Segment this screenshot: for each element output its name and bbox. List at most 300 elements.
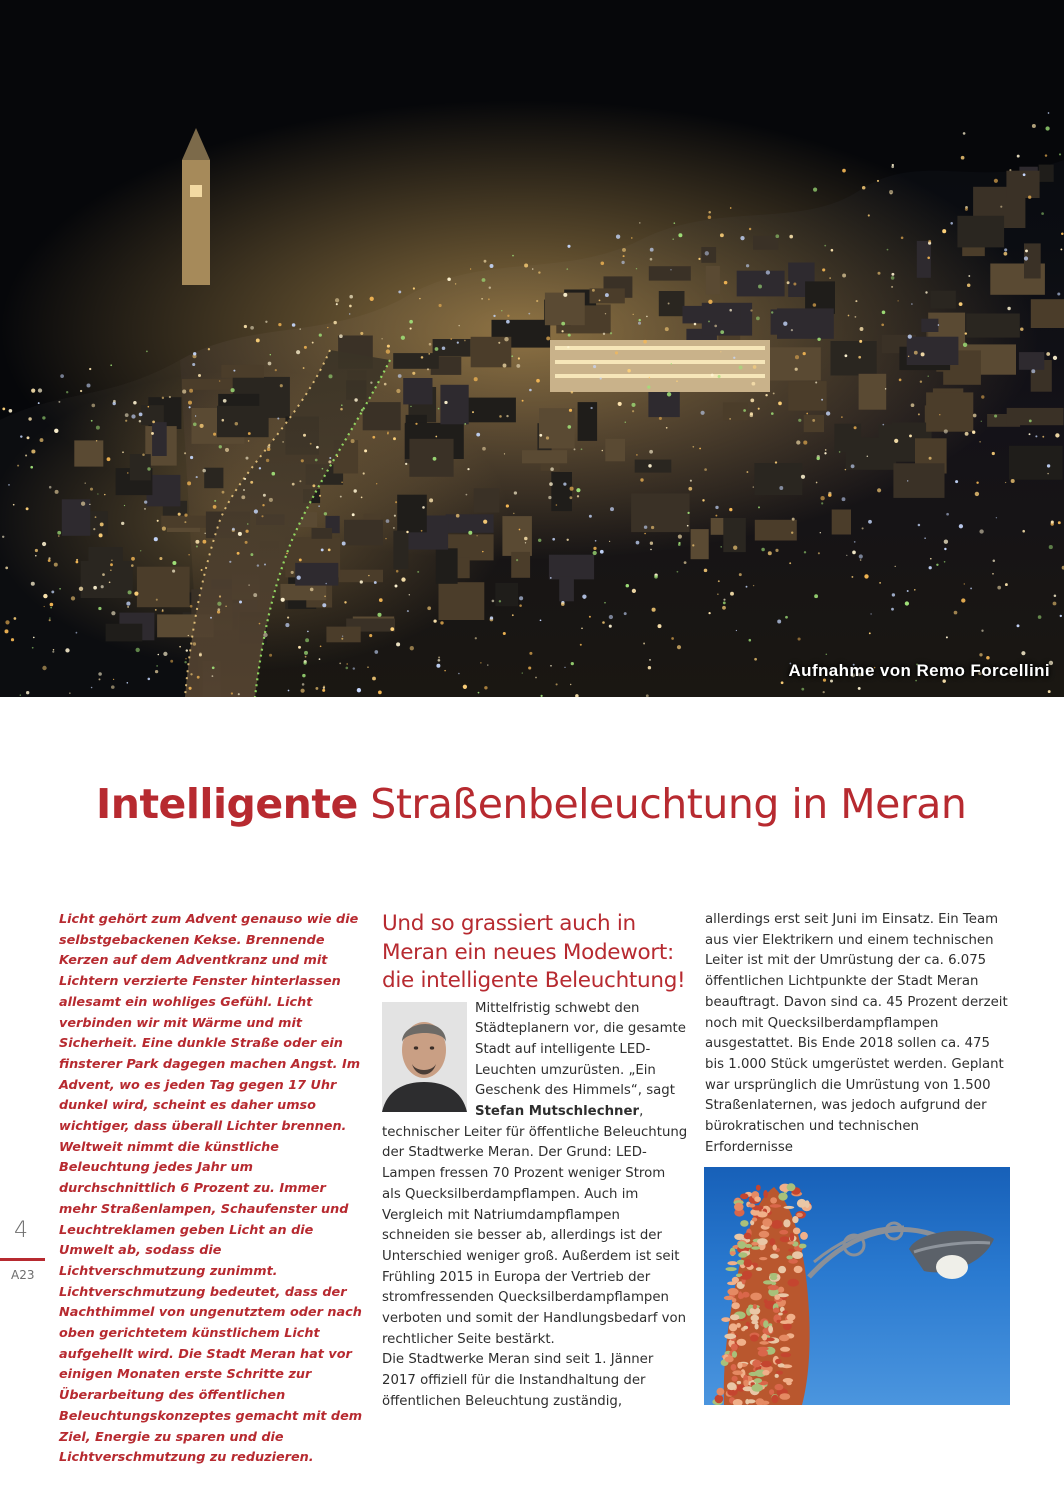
city-light xyxy=(939,414,940,415)
city-light xyxy=(95,516,97,518)
city-light xyxy=(845,469,846,470)
city-light xyxy=(58,401,60,403)
city-light xyxy=(720,546,721,547)
city-light xyxy=(329,457,331,459)
city-light xyxy=(131,414,135,418)
city-light xyxy=(831,249,834,252)
city-light xyxy=(421,530,423,532)
city-light xyxy=(1053,356,1057,360)
city-light xyxy=(882,311,886,315)
city-light xyxy=(93,586,97,590)
city-light xyxy=(157,520,159,522)
city-light xyxy=(711,374,714,377)
city-light xyxy=(280,384,283,387)
city-light xyxy=(322,603,326,607)
city-light xyxy=(464,423,466,425)
city-light xyxy=(514,491,517,494)
city-light xyxy=(879,582,881,584)
city-light xyxy=(687,525,689,527)
city-light xyxy=(349,305,352,308)
city-light xyxy=(147,467,150,470)
city-light xyxy=(341,638,343,640)
ivy-leaf xyxy=(752,1384,763,1392)
city-light xyxy=(959,524,963,528)
city-light xyxy=(125,413,129,417)
building-shape xyxy=(832,510,851,535)
city-light xyxy=(304,651,308,655)
city-light xyxy=(650,542,653,545)
city-light xyxy=(38,402,40,404)
city-light xyxy=(519,604,522,607)
city-light xyxy=(623,255,625,257)
city-light xyxy=(339,334,343,338)
city-light xyxy=(687,512,689,514)
city-light xyxy=(820,532,821,533)
city-light xyxy=(122,451,124,453)
article-headline xyxy=(96,780,1036,828)
ivy-leaf xyxy=(762,1218,772,1227)
city-light xyxy=(288,690,290,692)
building-shape xyxy=(393,353,439,369)
city-light xyxy=(602,621,605,624)
city-light xyxy=(210,617,212,619)
ivy-leaf xyxy=(737,1381,741,1384)
ivy-leaf xyxy=(775,1384,784,1390)
city-light xyxy=(749,228,751,230)
city-light xyxy=(328,460,331,463)
city-light xyxy=(758,408,760,410)
city-light xyxy=(370,382,372,384)
city-light xyxy=(758,506,760,508)
building-shape xyxy=(152,422,167,456)
city-light xyxy=(89,368,91,370)
city-light xyxy=(476,535,477,536)
ivy-leaf xyxy=(751,1246,760,1249)
city-light xyxy=(144,508,146,510)
ivy-leaf xyxy=(732,1370,743,1375)
city-light xyxy=(474,377,478,381)
building-shape xyxy=(966,314,1020,338)
ivy-leaf xyxy=(779,1393,790,1400)
city-light xyxy=(192,363,195,366)
city-light xyxy=(256,338,260,342)
city-light xyxy=(535,677,537,679)
city-light xyxy=(671,363,672,364)
city-light xyxy=(324,512,327,515)
city-light xyxy=(652,608,656,612)
city-light xyxy=(11,638,14,641)
city-light xyxy=(31,449,35,453)
city-light xyxy=(475,637,477,639)
city-light xyxy=(506,320,510,324)
city-light xyxy=(109,581,111,583)
ivy-leaf xyxy=(768,1285,779,1290)
ivy-leaf xyxy=(761,1361,772,1368)
building-shape xyxy=(1007,408,1064,425)
city-light xyxy=(992,452,995,455)
ivy-leaf xyxy=(788,1279,799,1287)
city-light xyxy=(421,356,424,359)
city-light xyxy=(1060,615,1062,617)
city-light xyxy=(231,388,235,392)
city-light xyxy=(395,501,397,503)
city-light xyxy=(99,678,101,680)
city-light xyxy=(944,429,948,433)
city-light xyxy=(954,611,958,615)
city-light xyxy=(254,509,258,513)
city-light xyxy=(410,406,411,407)
city-light xyxy=(795,368,798,371)
building-shape xyxy=(907,337,959,365)
city-light xyxy=(303,661,306,664)
building-shape xyxy=(1024,243,1041,278)
building-shape xyxy=(439,582,485,620)
city-light xyxy=(480,662,481,663)
city-light xyxy=(828,493,832,497)
ivy-leaf xyxy=(732,1351,737,1358)
city-light xyxy=(643,643,645,645)
city-light xyxy=(621,261,624,264)
city-light xyxy=(677,571,679,573)
city-light xyxy=(870,613,871,614)
city-light xyxy=(1017,624,1020,627)
city-light xyxy=(407,610,409,612)
city-light xyxy=(71,596,75,600)
city-light xyxy=(504,337,508,341)
city-light xyxy=(172,570,175,573)
building-shape xyxy=(397,495,427,533)
city-light xyxy=(739,365,743,369)
city-light xyxy=(593,365,596,368)
city-light xyxy=(1029,420,1032,423)
city-light xyxy=(891,165,894,168)
person-name: Stefan Mutschlechner xyxy=(475,1104,640,1120)
city-light xyxy=(193,352,196,355)
building-shape xyxy=(204,468,223,489)
city-light xyxy=(566,268,568,270)
city-light xyxy=(155,609,157,611)
city-light xyxy=(717,594,718,595)
ivy-leaf xyxy=(783,1378,793,1383)
city-light xyxy=(170,660,173,663)
city-light xyxy=(69,692,70,693)
city-light xyxy=(451,338,452,339)
city-light xyxy=(322,689,325,692)
city-light xyxy=(372,436,375,439)
city-light xyxy=(753,585,754,586)
city-light xyxy=(996,517,997,518)
intro-paragraph: Licht gehört zum Advent genauso wie die selbstgebackenen Kekse. Brennende Kerzen auf dem Adventkranz und mit Lichtern verzierte Fenster hinterlassen allesamt ein wohliges Gefühl. Licht verbinden wir mit Wärme und mit Sicherheit. Eine dunkle Straße oder ein finsterer Park dagegen machen Angst. Im Advent, wo es jeden Tag gegen 17 Uhr dunkel wird, scheint es daher umso wichtiger, dass überall Lichter brennen. Weltweit nimmt die künstliche Beleuchtung jedes Jahr um durchschnittlich 6 Prozent zu. Immer mehr Straßenlampen, Schaufenster und Leuchtreklamen geben Licht an die Umwelt ab, sodass die Lichtverschmutzung zunimmt. Lichtverschmutzung bedeutet, dass der Nachthimmel von ungenutztem oder nach oben gerichtetem künstlichem Licht aufgehellt wird. Die Stadt Meran hat vor einigen Monaten erste Schritte zur Überarbeitung des öffentlichen Beleuchtungskonzeptes gemacht mit dem Ziel, Energie zu sparen und die Lichtverschmutzung zu reduzieren. xyxy=(59,912,363,1466)
city-light xyxy=(58,535,60,537)
city-light xyxy=(846,555,847,556)
ivy-leaf xyxy=(783,1219,790,1227)
city-light xyxy=(199,652,202,655)
city-light xyxy=(219,595,221,597)
city-light xyxy=(217,602,221,606)
city-light xyxy=(576,488,580,492)
city-light xyxy=(676,380,678,382)
city-light xyxy=(189,406,191,408)
city-light xyxy=(54,429,58,433)
city-light xyxy=(1029,433,1031,435)
city-light xyxy=(162,527,166,531)
ivy-leaf xyxy=(750,1335,758,1342)
city-light xyxy=(111,560,113,562)
city-light xyxy=(503,632,506,635)
building-shape xyxy=(691,529,709,559)
city-light xyxy=(310,443,312,445)
city-light xyxy=(507,315,509,317)
city-light xyxy=(1024,256,1028,260)
ivy-leaf xyxy=(773,1308,779,1313)
city-light xyxy=(1004,248,1007,251)
city-light xyxy=(1017,155,1020,158)
city-light xyxy=(882,424,884,426)
city-light xyxy=(139,420,141,422)
city-light xyxy=(52,651,54,653)
city-light xyxy=(110,563,113,566)
city-light xyxy=(921,352,925,356)
city-light xyxy=(405,463,407,465)
city-light xyxy=(692,446,694,448)
city-light xyxy=(715,506,718,509)
city-light xyxy=(25,454,27,456)
city-light xyxy=(156,665,158,667)
city-light xyxy=(1023,173,1026,176)
city-light xyxy=(8,484,10,486)
building-shape xyxy=(649,266,691,280)
city-light xyxy=(550,467,554,471)
city-light xyxy=(457,342,459,344)
city-light xyxy=(516,364,520,368)
city-light xyxy=(259,467,261,469)
city-light xyxy=(860,327,864,331)
page-number: 4 xyxy=(14,1218,28,1243)
city-light xyxy=(868,520,872,524)
city-light xyxy=(1046,352,1050,356)
ivy-leaf xyxy=(727,1382,736,1390)
building-shape xyxy=(436,548,458,584)
city-light xyxy=(98,672,102,676)
ivy-leaf xyxy=(793,1228,801,1235)
column-2 xyxy=(382,910,688,1413)
building-shape xyxy=(106,624,143,642)
city-light xyxy=(740,236,744,240)
city-light xyxy=(868,214,870,216)
city-light xyxy=(622,248,626,252)
ivy-leaf xyxy=(779,1230,788,1235)
city-light xyxy=(955,480,958,483)
city-light xyxy=(429,343,432,346)
city-light xyxy=(14,617,17,620)
city-light xyxy=(20,435,22,437)
ivy-leaf xyxy=(792,1251,803,1259)
city-light xyxy=(372,677,376,681)
building-shape xyxy=(631,494,690,533)
column-3-body: allerdings erst seit Juni im Einsatz. Ein Team aus vier Elektrikern und einem technischen Leiter ist mit der Umrüstung der ca. 6.075 öffentlichen Lichtpunkte der Stadt Meran beauftragt. Davon sind ca. 45 Prozent derzeit noch mit Quecksilberdampflampen ausgestattet. Bis Ende 2018 sollen ca. 475 bis 1.000 Stück umgerüstet werden. Geplant war ursprünglich die Umrüstung von 1.500 Straßenlaternen, was jedoch aufgrund der bürokratischen und technischen Erfordernisse xyxy=(705,912,1008,1155)
city-light xyxy=(395,585,398,588)
ivy-leaf xyxy=(759,1231,770,1238)
ivy-leaf xyxy=(787,1314,796,1321)
city-light xyxy=(140,550,141,551)
city-light xyxy=(820,496,824,500)
city-light xyxy=(781,681,784,684)
city-light xyxy=(891,273,894,276)
city-light xyxy=(666,427,668,429)
city-light xyxy=(918,413,920,415)
city-light xyxy=(593,547,596,550)
city-light xyxy=(225,448,229,452)
building-shape xyxy=(326,627,360,643)
city-light xyxy=(339,662,341,664)
city-light xyxy=(316,446,319,449)
city-light xyxy=(822,268,825,271)
city-light xyxy=(524,537,528,541)
building-shape xyxy=(771,309,831,334)
city-light xyxy=(412,372,415,375)
city-light xyxy=(363,472,365,474)
city-light xyxy=(567,425,571,429)
city-light xyxy=(885,388,886,389)
city-light xyxy=(59,588,61,590)
ivy-leaf xyxy=(752,1217,757,1221)
ivy-leaf xyxy=(778,1193,787,1201)
city-light xyxy=(42,542,46,546)
city-light xyxy=(627,369,630,372)
city-light xyxy=(374,581,377,584)
city-light xyxy=(341,404,343,406)
city-light xyxy=(839,451,841,453)
city-light xyxy=(396,570,399,573)
ivy-leaf xyxy=(727,1288,738,1295)
city-light xyxy=(967,284,971,288)
city-light xyxy=(1045,154,1047,156)
city-light xyxy=(503,364,507,368)
city-light xyxy=(756,317,760,321)
city-light xyxy=(340,496,342,498)
city-light xyxy=(367,667,368,668)
building-shape xyxy=(464,398,516,423)
city-light xyxy=(773,392,775,394)
city-light xyxy=(766,270,770,274)
city-light xyxy=(387,345,390,348)
ivy-leaf xyxy=(799,1244,807,1249)
city-light xyxy=(994,414,997,417)
city-light xyxy=(894,439,898,443)
city-light xyxy=(907,590,909,592)
city-light xyxy=(419,298,420,299)
city-light xyxy=(618,402,622,406)
city-light xyxy=(636,541,640,545)
city-light xyxy=(492,600,495,603)
city-light xyxy=(944,540,948,544)
building-shape xyxy=(74,440,103,466)
city-light xyxy=(1031,369,1035,373)
city-light xyxy=(433,457,437,461)
city-light xyxy=(792,518,795,521)
city-light xyxy=(848,315,850,317)
city-light xyxy=(162,610,164,612)
city-light xyxy=(589,515,592,518)
ivy-leaf xyxy=(805,1200,810,1208)
ivy-leaf xyxy=(730,1251,736,1255)
city-light xyxy=(864,574,868,578)
photo-credit: Aufnahme von Remo Forcellini xyxy=(788,661,1050,680)
city-light xyxy=(501,310,502,311)
city-light xyxy=(777,620,781,624)
city-light xyxy=(101,585,104,588)
city-light xyxy=(1045,126,1049,130)
city-light xyxy=(217,608,220,611)
ivy-leaf xyxy=(737,1339,747,1346)
city-light xyxy=(571,662,574,665)
city-light xyxy=(616,235,620,239)
city-light xyxy=(905,601,909,605)
city-light xyxy=(561,330,563,332)
city-light xyxy=(305,638,309,642)
city-light xyxy=(128,590,132,594)
city-light xyxy=(750,412,753,415)
city-light xyxy=(55,490,59,494)
city-light xyxy=(393,527,395,529)
city-light xyxy=(301,689,305,693)
city-light xyxy=(385,538,386,539)
city-light xyxy=(182,390,186,394)
building-shape xyxy=(635,460,672,473)
city-light xyxy=(54,563,58,567)
city-light xyxy=(393,437,396,440)
city-light xyxy=(96,426,100,430)
city-light xyxy=(387,432,388,433)
city-light xyxy=(202,469,206,473)
city-light xyxy=(665,327,669,331)
city-light xyxy=(245,541,248,544)
city-light xyxy=(263,633,267,637)
city-light xyxy=(771,412,774,415)
city-light xyxy=(483,520,487,524)
city-light xyxy=(172,561,176,565)
city-light xyxy=(1028,196,1031,199)
city-light xyxy=(428,353,430,355)
city-light xyxy=(275,369,277,371)
ivy-leaf xyxy=(755,1324,759,1330)
city-light xyxy=(771,311,773,313)
city-light xyxy=(584,597,585,598)
city-light xyxy=(65,648,69,652)
city-light xyxy=(358,691,359,692)
city-light xyxy=(867,455,869,457)
city-light xyxy=(516,559,518,561)
city-light xyxy=(852,551,856,555)
city-light xyxy=(993,559,996,562)
city-light xyxy=(126,602,130,606)
city-light xyxy=(204,533,205,534)
city-light xyxy=(481,298,483,300)
city-light xyxy=(739,573,742,576)
ivy-leaf xyxy=(770,1197,777,1203)
city-light xyxy=(190,673,192,675)
city-light xyxy=(386,349,390,353)
city-light xyxy=(13,504,15,506)
city-light xyxy=(5,567,8,570)
city-light xyxy=(793,283,796,286)
city-light xyxy=(340,408,343,411)
building-shape xyxy=(511,552,530,578)
city-light xyxy=(897,300,898,301)
city-light xyxy=(704,569,708,573)
ivy-leaf xyxy=(774,1295,780,1300)
city-light xyxy=(963,343,967,347)
